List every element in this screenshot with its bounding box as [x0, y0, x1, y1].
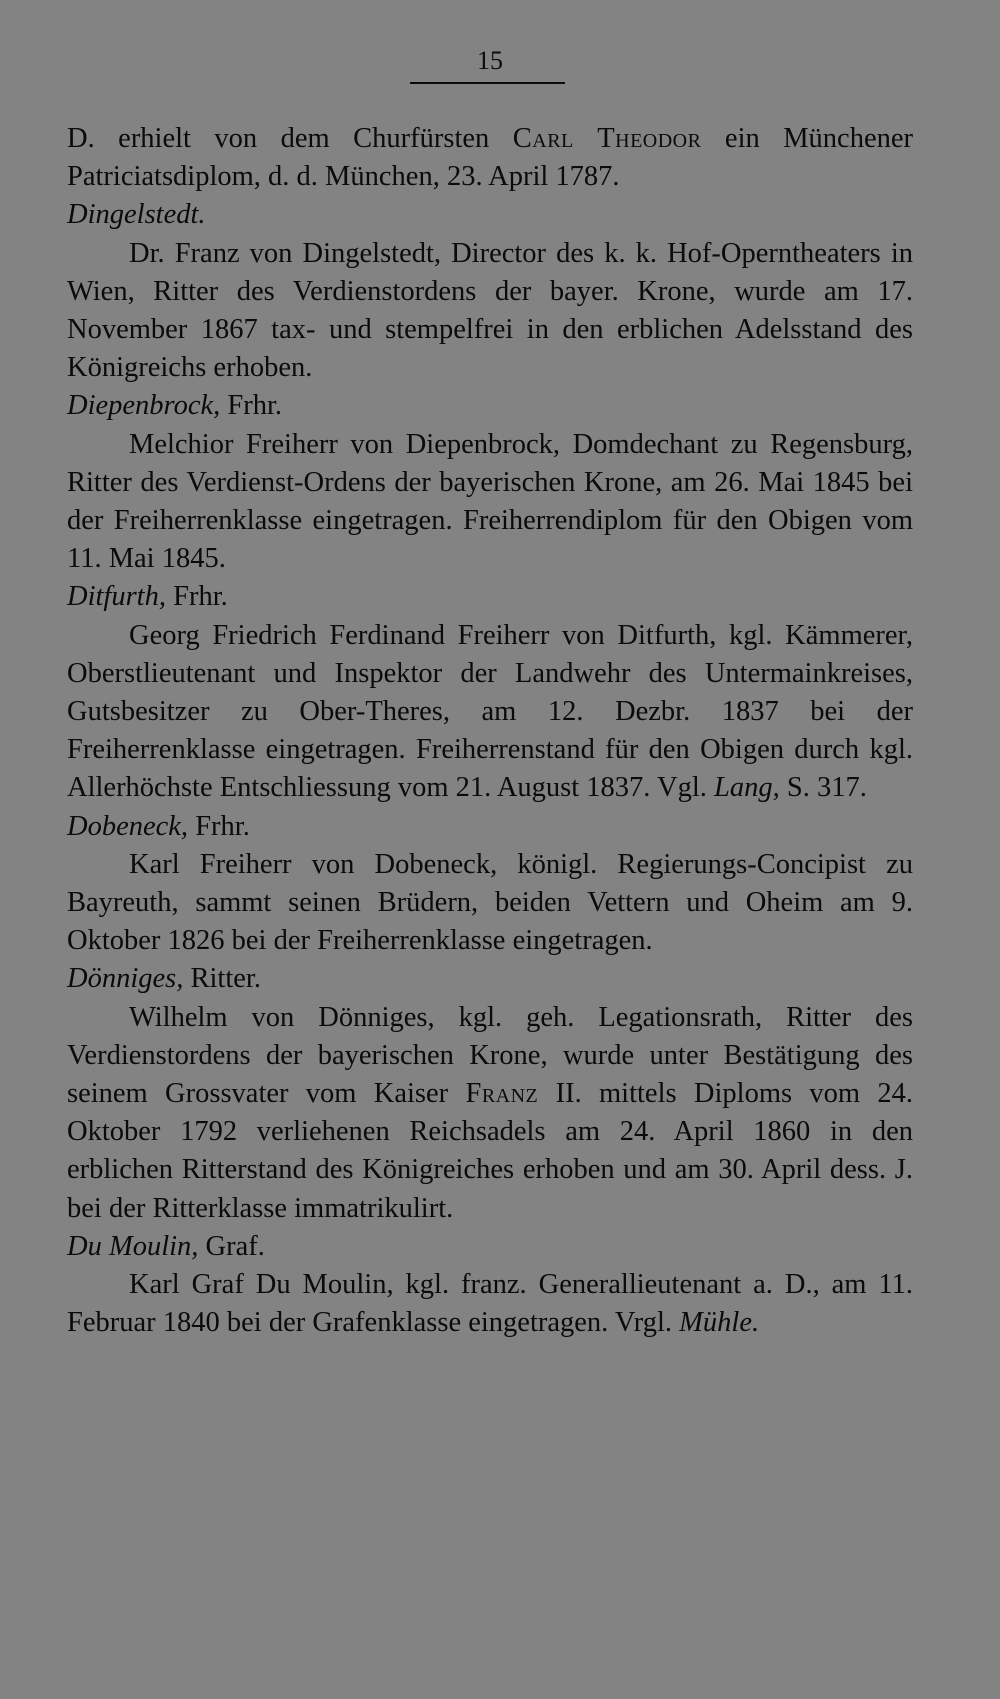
page-header	[0, 44, 1000, 78]
person-name: Franz	[465, 1078, 539, 1110]
reference: Lang,	[714, 772, 780, 804]
entry-heading: Ditfurth, Frhr.	[67, 581, 228, 613]
entry-paragraph: Georg Friedrich Ferdinand Freiherr von Ditfurth, kgl. Kämmerer, Oberstlieutenant und Inspektor der Landwehr des Untermainkreises, Gutsbesitzer zu Ober-Theres, am 12. Dezbr. 1837 bei der Freiherrenklasse eingetragen. Freiherrenstand für den Obigen durch kgl. Allerhöchste Entschliessung vom 21. August 1837. Vgl. Lang, S. 317.	[67, 619, 913, 804]
entry-paragraph: Karl Graf Du Moulin, kgl. franz. Generallieutenant a. D., am 11. Februar 1840 bei der Grafenklasse eingetragen. Vrgl. Mühle.	[67, 1269, 913, 1339]
entry-paragraph: Wilhelm von Dönniges, kgl. geh. Legationsrath, Ritter des Verdienstordens der bayerischen Krone, wurde unter Bestätigung des seinem Grossvater vom Kaiser Franz II. mittels Diploms vom 24. Oktober 1792 verliehenen Reichsadels am 24. April 1860 in den erblichen Ritterstand des Königreiches erhoben und am 30. April dess. J. bei der Ritterklasse immatrikulirt.	[67, 1001, 913, 1224]
entry-heading: Dobeneck, Frhr.	[67, 810, 250, 842]
reference: Mühle.	[679, 1307, 760, 1339]
entry-heading: Dönniges, Ritter.	[67, 963, 261, 995]
header-rule	[410, 82, 565, 84]
page-body	[67, 120, 913, 1343]
entry-heading: Dingelstedt.	[67, 199, 206, 231]
entry-paragraph: Dr. Franz von Dingelstedt, Director des k. k. Hof-Operntheaters in Wien, Ritter des Verdienstordens der bayer. Krone, wurde am 17. November 1867 tax- und stempelfrei in den erblichen Adelsstand des Königreichs erhoben.	[67, 237, 913, 384]
entry-paragraph: D. erhielt von dem Churfürsten Carl Theodor ein Münchener Patriciatsdiplom, d. d. München, 23. April 1787.	[67, 123, 913, 193]
page-number: 15	[477, 46, 503, 75]
entry-heading: Diepenbrock, Frhr.	[67, 390, 283, 422]
person-name: Carl Theodor	[512, 123, 702, 154]
entry-paragraph: Melchior Freiherr von Diepenbrock, Domdechant zu Regensburg, Ritter des Verdienst-Ordens der bayerischen Krone, am 26. Mai 1845 bei der Freiherrenklasse eingetragen. Freiherrendiplom für den Obigen vom 11. Mai 1845.	[67, 428, 913, 575]
entry-paragraph: Karl Freiherr von Dobeneck, königl. Regierungs-Concipist zu Bayreuth, sammt seinen Brüdern, beiden Vettern und Oheim am 9. Oktober 1826 bei der Freiherrenklasse eingetragen.	[67, 848, 913, 957]
entry-heading: Du Moulin, Graf.	[67, 1230, 265, 1262]
